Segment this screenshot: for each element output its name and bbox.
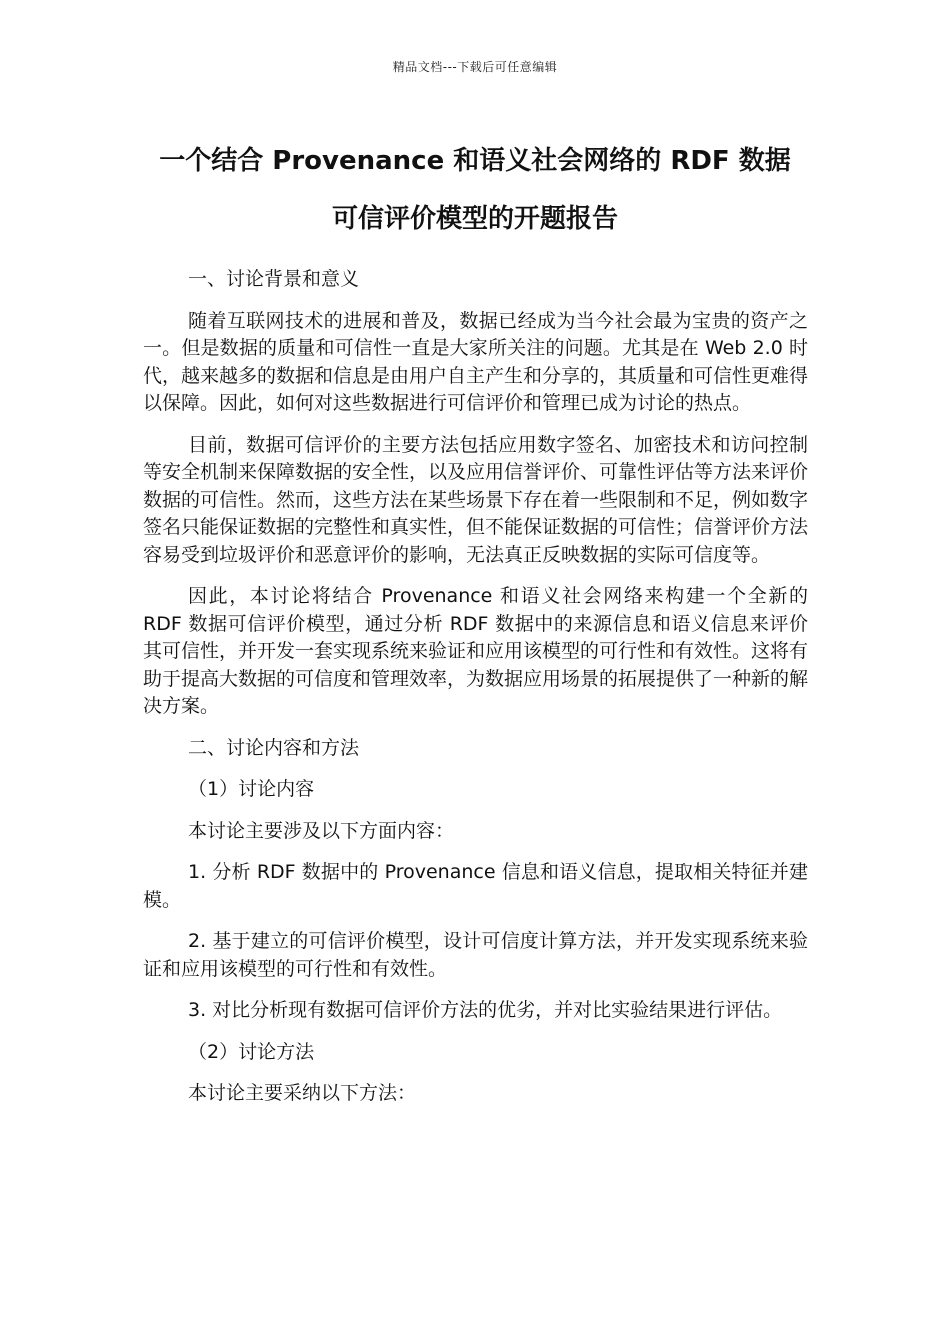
paragraph: 目前，数据可信评价的主要方法包括应用数字签名、加密技术和访问控制等安全机制来保障数据的安全性，以及应用信誉评价、可靠性评估等方法来评价数据的可信性。然而，这些方法在某些场景下存在着一些限制和不足，例如数字签名只能保证数据的完整性和真实性，但不能保证数据的可信性；信誉评价方法容易受到垃圾评价和恶意评价的影响，无法真正反映数据的实际可信度等。	[143, 433, 809, 566]
subheading-content: （1）讨论内容	[188, 778, 315, 800]
document-body	[143, 266, 808, 1122]
title-line-1: 一个结合 Provenance 和语义社会网络的 RDF 数据	[159, 146, 791, 176]
list-item: 3. 对比分析现有数据可信评价方法的优劣，并对比实验结果进行评估。	[188, 999, 783, 1021]
paragraph: 因此，本讨论将结合 Provenance 和语义社会网络来构建一个全新的 RDF 数据可信评价模型，通过分析 RDF 数据中的来源信息和语义信息来评价其可信性，并开发一套实现系统来验证和应用该模型的可行性和有效性。这将有助于提高大数据的可信度和管理效率，为数据应用场景的拓展提供了一种新的解决方案。	[143, 585, 809, 717]
document-title	[120, 132, 830, 248]
paragraph: 本讨论主要采纳以下方法：	[188, 1082, 417, 1104]
list-item: 1. 分析 RDF 数据中的 Provenance 信息和语义信息，提取相关特征并建模。	[143, 861, 808, 911]
list-item: 2. 基于建立的可信评价模型，设计可信度计算方法，并开发实现系统来验证和应用该模型的可行性和有效性。	[143, 930, 808, 980]
title-line-2: 可信评价模型的开题报告	[331, 204, 618, 234]
page-header-note: 精品文档---下载后可任意编辑	[392, 60, 558, 74]
section-heading-content-methods: 二、讨论内容和方法	[188, 736, 360, 759]
paragraph: 随着互联网技术的进展和普及，数据已经成为当今社会最为宝贵的资产之一。但是数据的质量和可信性一直是大家所关注的问题。尤其是在 Web 2.0 时代，越来越多的数据和信息是由用户自主产生和分享的，其质量和可信性更难得以保障。因此，如何对这些数据进行可信评价和管理已成为讨论的热点。	[143, 309, 809, 414]
section-heading-background: 一、讨论背景和意义	[188, 268, 360, 290]
paragraph: 本讨论主要涉及以下方面内容：	[188, 819, 455, 842]
subheading-methods: （2）讨论方法	[188, 1040, 315, 1063]
